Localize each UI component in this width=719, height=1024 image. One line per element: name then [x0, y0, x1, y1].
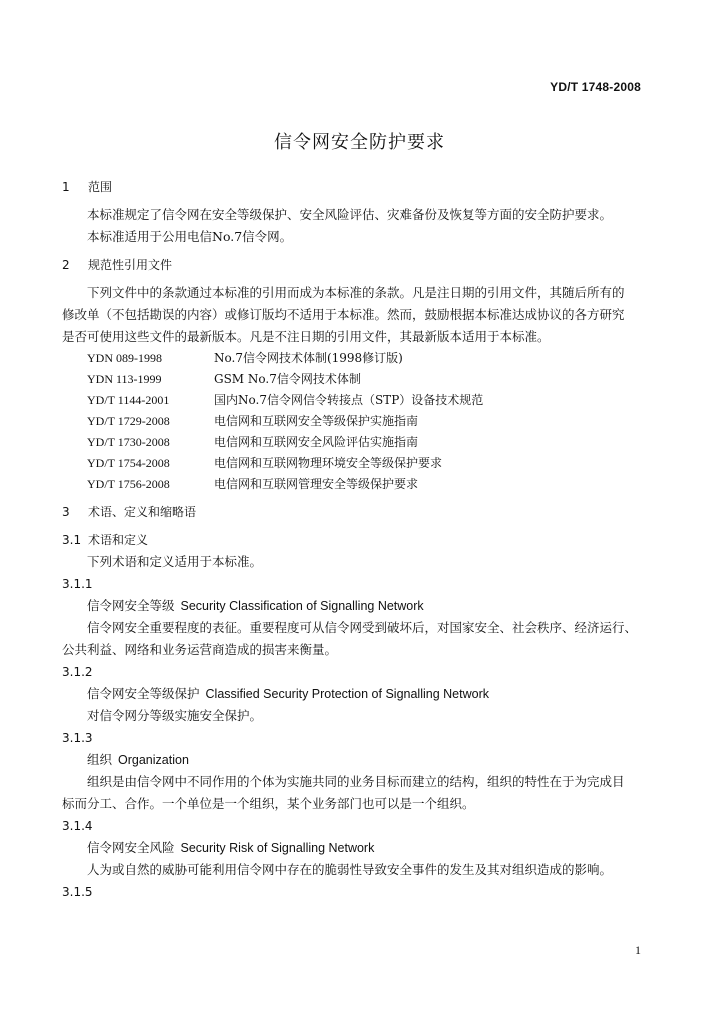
terms-intro: 下列术语和定义适用于本标准。	[87, 554, 263, 569]
reference-item	[62, 432, 644, 453]
normative-references-paragraph	[62, 282, 644, 348]
section-title: 术语、定义和缩略语	[88, 505, 197, 519]
section-title: 规范性引用文件	[88, 258, 173, 272]
reference-list	[62, 348, 644, 495]
term-english: Security Classification of Signalling Network	[180, 599, 424, 613]
standard-code: YD/T 1748-2008	[550, 80, 641, 94]
paragraph-line: 组织是由信令网中不同作用的个体为实施共同的业务目标而建立的结构，组织的特性在于为完成目	[87, 774, 625, 789]
term-chinese: 信令网安全等级保护	[87, 686, 200, 701]
term-definition	[62, 617, 644, 661]
reference-item	[62, 411, 644, 432]
term-number: 3.1.1	[62, 577, 93, 591]
section-3-1-heading	[62, 529, 644, 551]
term-english: Organization	[118, 753, 189, 767]
reference-code: YD/T 1144-2001	[87, 393, 170, 407]
section-number: 2	[62, 258, 70, 272]
reference-title: 国内No.7信令网信令转接点（STP）设备技术规范	[214, 393, 484, 407]
term-english: Security Risk of Signalling Network	[180, 841, 375, 855]
term-english: Classified Security Protection of Signalling Network	[205, 687, 489, 701]
reference-title: GSM No.7信令网技术体制	[214, 372, 361, 386]
scope-paragraph-1: 本标准规定了信令网在安全等级保护、安全风险评估、灾难备份及恢复等方面的安全防护要求。	[87, 207, 613, 222]
term-definition: 对信令网分等级实施安全保护。	[87, 708, 263, 723]
paragraph-line: 信令网安全重要程度的表征。重要程度可从信令网受到破坏后，对国家安全、社会秩序、经济运行、	[87, 620, 638, 635]
term-heading	[62, 683, 644, 705]
paragraph-line: 修改单（不包括勘误的内容）或修订版均不适用于本标准。然而，鼓励根据本标准达成协议的各方研究	[62, 307, 625, 322]
term-heading	[62, 749, 644, 771]
reference-code: YDN 113-1999	[87, 372, 162, 386]
reference-title: 电信网和互联网安全风险评估实施指南	[214, 435, 419, 449]
reference-code: YD/T 1730-2008	[87, 435, 170, 449]
section-number: 3.1	[62, 533, 82, 547]
scope-paragraph-2: 本标准适用于公用电信No.7信令网。	[87, 229, 293, 244]
term-number: 3.1.5	[62, 885, 93, 899]
reference-code: YD/T 1754-2008	[87, 456, 170, 470]
reference-item	[62, 390, 644, 411]
term-number: 3.1.2	[62, 665, 93, 679]
reference-item	[62, 348, 644, 369]
reference-code: YD/T 1729-2008	[87, 414, 170, 428]
term-heading	[62, 837, 644, 859]
section-3-heading	[62, 501, 644, 523]
reference-title: 电信网和互联网安全等级保护实施指南	[214, 414, 419, 428]
section-title: 范围	[88, 180, 113, 194]
document-body	[62, 176, 644, 903]
term-number: 3.1.4	[62, 819, 93, 833]
term-definition	[62, 771, 644, 815]
reference-title: 电信网和互联网管理安全等级保护要求	[214, 477, 419, 491]
term-chinese: 信令网安全等级	[87, 598, 175, 613]
term-definition: 人为或自然的威胁可能利用信令网中存在的脆弱性导致安全事件的发生及其对组织造成的影响。	[87, 862, 613, 877]
paragraph-line: 标而分工、合作。一个单位是一个组织，某个业务部门也可以是一个组织。	[62, 796, 475, 811]
term-heading	[62, 595, 644, 617]
section-2-heading	[62, 254, 644, 276]
section-number: 1	[62, 180, 70, 194]
reference-item	[62, 474, 644, 495]
paragraph-line: 是否可使用这些文件的最新版本。凡是不注日期的引用文件，其最新版本适用于本标准。	[62, 329, 550, 344]
reference-title: No.7信令网技术体制(1998修订版)	[214, 351, 403, 365]
term-chinese: 信令网安全风险	[87, 840, 175, 855]
reference-item	[62, 453, 644, 474]
section-1-heading	[62, 176, 644, 198]
document-title: 信令网安全防护要求	[274, 132, 445, 153]
paragraph-line: 公共利益、网络和业务运营商造成的损害来衡量。	[62, 642, 338, 657]
reference-code: YDN 089-1998	[87, 351, 162, 365]
section-number: 3	[62, 505, 70, 519]
term-number: 3.1.3	[62, 731, 93, 745]
page-number: 1	[635, 943, 641, 957]
reference-title: 电信网和互联网物理环境安全等级保护要求	[214, 456, 443, 470]
section-title: 术语和定义	[88, 533, 149, 547]
term-chinese: 组织	[87, 752, 113, 767]
reference-item	[62, 369, 644, 390]
paragraph-line: 下列文件中的条款通过本标准的引用而成为本标准的条款。凡是注日期的引用文件，其随后所有的	[87, 285, 625, 300]
reference-code: YD/T 1756-2008	[87, 477, 170, 491]
